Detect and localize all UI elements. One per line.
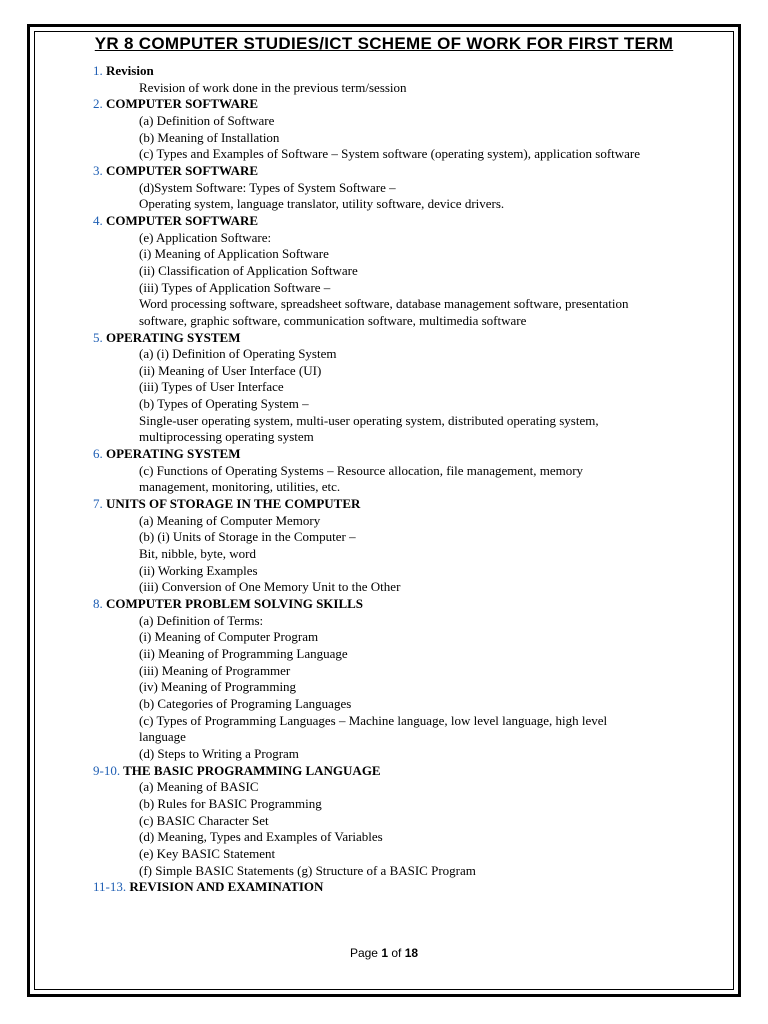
- topic-item: (c) Types and Examples of Software – System software (operating system), application software: [139, 146, 641, 162]
- topic-item: (d) Steps to Writing a Program: [139, 745, 299, 761]
- footer-middle: of: [388, 946, 405, 960]
- topic-item: (e) Application Software:: [139, 229, 272, 245]
- topic-item: Bit, nibble, byte, word: [139, 546, 256, 562]
- topic-item: (b) (i) Units of Storage in the Computer –: [139, 529, 356, 545]
- section-number: 5.: [93, 329, 103, 345]
- section-heading: [93, 330, 713, 347]
- section-number: 8.: [93, 596, 103, 611]
- section-heading: [93, 213, 713, 230]
- section-title: COMPUTER SOFTWARE: [106, 162, 259, 178]
- topic-item: (ii) Meaning of Programming Language: [139, 645, 348, 661]
- topic-item: (f) Simple BASIC Statements (g) Structure of a BASIC Program: [139, 862, 476, 878]
- topic-item: (iii) Types of User Interface: [139, 379, 284, 395]
- topic-item: (iv) Meaning of Programming: [139, 679, 297, 695]
- topic-item: Word processing software, spreadsheet software, database management software, presentation: [139, 296, 629, 312]
- section-number: 11-13.: [93, 879, 127, 895]
- section-number: 2.: [93, 96, 103, 112]
- section-heading: [93, 763, 713, 780]
- section-title: REVISION AND EXAMINATION: [129, 879, 324, 895]
- section-number: 1.: [93, 63, 103, 78]
- section-heading: [93, 496, 713, 513]
- document-title: YR 8 COMPUTER STUDIES/ICT SCHEME OF WORK FOR FIRST TERM: [94, 34, 674, 53]
- topic-item: (a) Definition of Terms:: [139, 612, 264, 628]
- section-heading: [93, 163, 713, 180]
- topic-item: (b) Rules for BASIC Programming: [139, 795, 322, 811]
- topic-item: Operating system, language translator, utility software, device drivers.: [139, 196, 505, 212]
- topic-item: (iii) Types of Application Software –: [139, 279, 331, 295]
- section-number: 4.: [93, 212, 103, 228]
- footer-total-pages: 18: [404, 946, 419, 960]
- topic-item: (d)System Software: Types of System Software –: [139, 179, 396, 195]
- section-heading: [93, 879, 713, 896]
- topic-item: (a) (i) Definition of Operating System: [139, 346, 337, 362]
- topic-item: (iii) Conversion of One Memory Unit to the Other: [139, 579, 401, 595]
- section-title: COMPUTER SOFTWARE: [106, 212, 259, 228]
- section-heading: [93, 446, 713, 463]
- topic-item: (b) Categories of Programing Languages: [139, 695, 352, 711]
- section-number: 3.: [93, 162, 103, 178]
- footer-current-page: 1: [381, 946, 388, 960]
- topic-item: (e) Key BASIC Statement: [139, 845, 276, 861]
- section-title: COMPUTER SOFTWARE: [106, 96, 259, 112]
- section-title: COMPUTER PROBLEM SOLVING SKILLS: [106, 596, 364, 611]
- topic-item: (a) Definition of Software: [139, 112, 275, 128]
- topic-item: (c) BASIC Character Set: [139, 812, 269, 828]
- section-title: OPERATING SYSTEM: [106, 329, 241, 345]
- topic-item: (a) Meaning of Computer Memory: [139, 512, 321, 528]
- section-title: Revision: [106, 63, 154, 78]
- topic-item: software, graphic software, communication software, multimedia software: [139, 312, 527, 328]
- topic-item: (i) Meaning of Computer Program: [139, 629, 319, 645]
- section-number: 6.: [93, 446, 103, 462]
- section-number: 7.: [93, 496, 103, 512]
- section-heading: [93, 96, 713, 113]
- section-title: OPERATING SYSTEM: [106, 446, 241, 462]
- footer-prefix: Page: [349, 946, 382, 960]
- topic-item: (b) Meaning of Installation: [139, 129, 280, 145]
- topic-item: (ii) Classification of Application Software: [139, 262, 358, 278]
- topic-item: multiprocessing operating system: [139, 429, 314, 445]
- topic-item: language: [139, 729, 186, 745]
- page-footer: [0, 946, 768, 960]
- topic-item: (c) Types of Programming Languages – Machine language, low level language, high level: [139, 712, 608, 728]
- section-title: UNITS OF STORAGE IN THE COMPUTER: [106, 496, 361, 512]
- topic-item: (c) Functions of Operating Systems – Resource allocation, file management, memory: [139, 462, 584, 478]
- section-heading: [93, 596, 713, 613]
- topic-item: (ii) Meaning of User Interface (UI): [139, 362, 322, 378]
- topic-item: (a) Meaning of BASIC: [139, 779, 259, 795]
- topic-item: (iii) Meaning of Programmer: [139, 662, 291, 678]
- section-title: THE BASIC PROGRAMMING LANGUAGE: [123, 762, 381, 778]
- topic-item: (b) Types of Operating System –: [139, 396, 309, 412]
- topic-item: (ii) Working Examples: [139, 562, 258, 578]
- topic-item: (i) Meaning of Application Software: [139, 246, 329, 262]
- topic-item: (d) Meaning, Types and Examples of Variables: [139, 829, 383, 845]
- section-number: 9-10.: [93, 762, 121, 778]
- topic-item: Single-user operating system, multi-user operating system, distributed operating system,: [139, 412, 599, 428]
- section-heading: [93, 63, 713, 80]
- topic-item: Revision of work done in the previous term/session: [139, 79, 407, 95]
- topic-item: management, monitoring, utilities, etc.: [139, 479, 341, 495]
- scheme-of-work-list: [93, 63, 713, 896]
